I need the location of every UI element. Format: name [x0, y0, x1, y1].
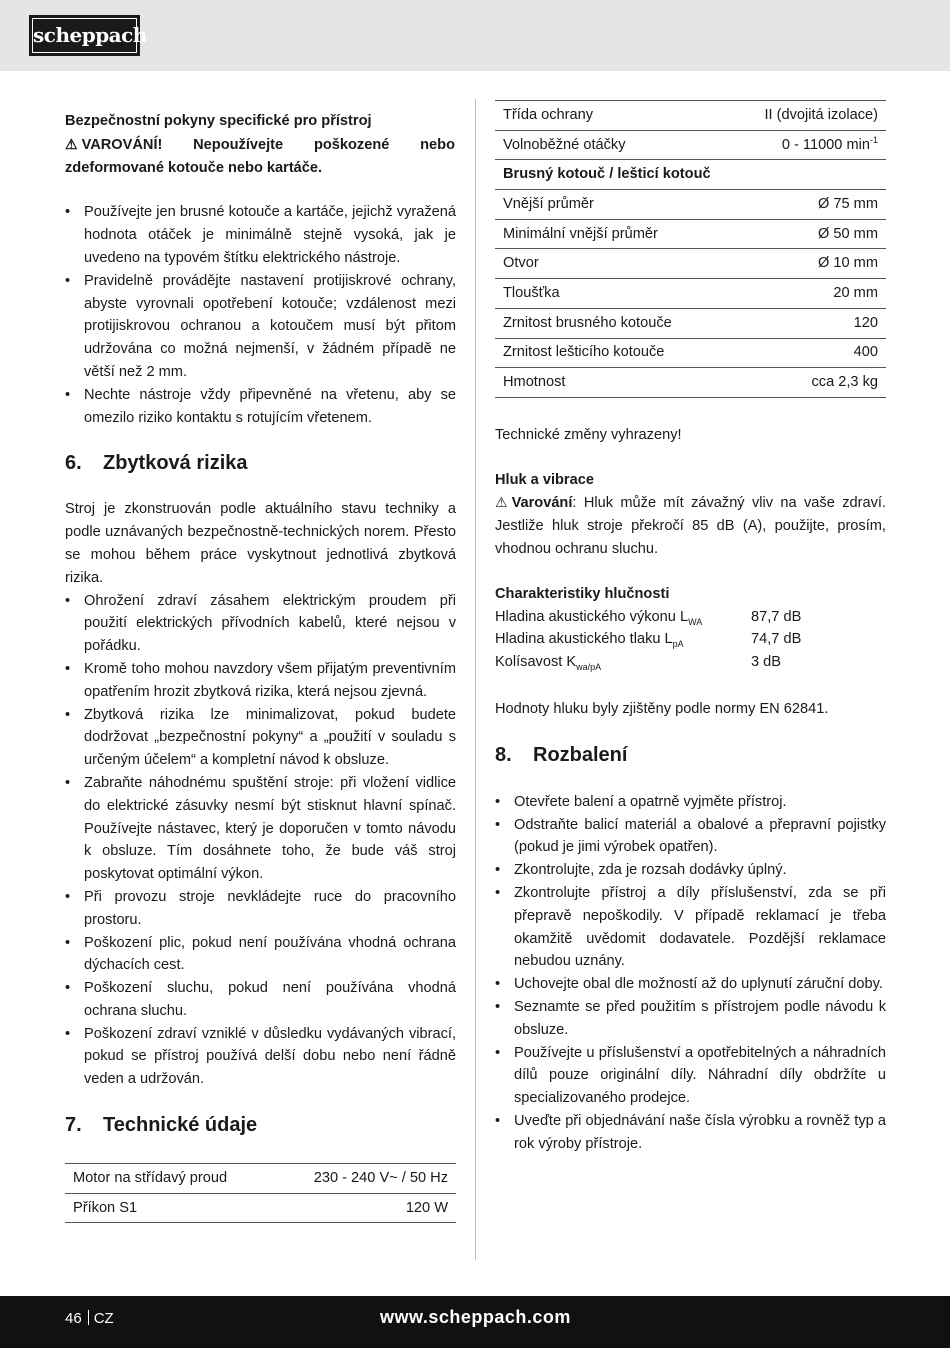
list-item: • Poškození zdraví vzniklé v důsledku vydávaných vibrací, pokud se přístroj používá delší dobu nebo není řádně veden a udržován. — [65, 1023, 456, 1091]
noise-title: Hluk a vibrace — [495, 471, 594, 488]
list-item: • Poškození sluchu, pokud není používána vhodná ochrana sluchu. — [65, 977, 456, 1023]
column-divider — [475, 99, 476, 1260]
tech-changes-note: Technické změny vyhrazeny! — [495, 426, 682, 443]
table-cell-label: Zrnitost lešticího kotouče — [495, 338, 725, 368]
tech-table-right — [495, 100, 886, 398]
noise-table — [495, 606, 801, 674]
noise-warning — [495, 491, 886, 560]
list-item: • Zbytková rizika lze minimalizovat, pokud budete dodržovat „bezpečnostní pokyny“ a „použití v souladu s určeným účelem“ a kompletní návod k obsluze. — [65, 704, 456, 772]
page-indicator — [65, 1310, 114, 1327]
table-cell-label: Minimální vnější průměr — [495, 219, 725, 249]
list-item: • Uchovejte obal dle možností až do uplynutí záruční doby. — [495, 973, 886, 996]
list-item: • Ohrožení zdraví zásahem elektrickým proudem při použití elektrických přívodních kabelů, které nejsou v pořádku. — [65, 590, 456, 658]
noise-label: Hladina akustického výkonu L — [495, 608, 689, 625]
section6-number: 6. — [65, 452, 82, 475]
list-item: • Seznamte se před použitím s přístrojem podle návodu k obsluze. — [495, 996, 886, 1042]
table-cell-label: Třída ochrany — [495, 101, 725, 131]
noise-subscript: pA — [672, 639, 684, 650]
list-item: • Zkontrolujte, zda je rozsah dodávky úplný. — [495, 859, 886, 882]
table-row — [495, 368, 886, 398]
section8-number: 8. — [495, 743, 512, 766]
table-cell-label: Hmotnost — [495, 368, 725, 398]
table-cell-label: Motor na střídavý proud — [65, 1164, 273, 1194]
table-cell-label: Příkon S1 — [65, 1193, 273, 1223]
table-row — [495, 606, 801, 629]
noise-norm: Hodnoty hluku byly zjištěny podle normy EN 62841. — [495, 701, 829, 718]
page-number: 46 — [65, 1310, 82, 1327]
table-subheading: Brusný kotouč / lešticí kotouč — [495, 160, 886, 190]
table-row — [495, 249, 886, 279]
list-item: • Používejte jen brusné kotouče a kartáče, jejichž vyražená hodnota otáček je minimálně stejně vysoká, jak je uvedeno na typovém štítku elektrického nástroje. — [65, 201, 456, 269]
table-cell-label: Volnoběžné otáčky — [495, 130, 725, 160]
tech-table-left — [65, 1163, 456, 1223]
footer-separator — [88, 1310, 89, 1325]
safety-title: Bezpečnostní pokyny specifické pro přístroj — [65, 113, 372, 129]
table-cell-value: 3 dB — [751, 654, 782, 671]
scheppach-logo — [29, 15, 147, 56]
section6-heading — [65, 449, 456, 477]
table-cell-value: II (dvojitá izolace) — [725, 101, 886, 131]
safety-warning — [65, 133, 456, 180]
list-item: • Pravidelně provádějte nastavení protijiskrové ochrany, abyste vyrovnali opotřebení kotouče; vzdálenost mezi protijiskrovou ochranou a kotoučem musí být přitom udržována co možná nejmenší, v žádném případě ne větší než 2 mm. — [65, 270, 456, 384]
table-row — [65, 1164, 456, 1194]
section8-title: Rozbalení — [533, 743, 628, 766]
section6-list — [65, 590, 456, 1092]
safety-list — [65, 201, 456, 429]
table-cell-value: Ø 10 mm — [725, 249, 886, 279]
list-item: • Nechte nástroje vždy připevněné na vřetenu, aby se omezilo riziko kontaktu s rotujícím vřetenem. — [65, 384, 456, 430]
table-row — [495, 308, 886, 338]
table-cell-label: Tloušťka — [495, 279, 725, 309]
table-cell-value: Ø 50 mm — [725, 219, 886, 249]
table-cell-label — [495, 628, 751, 651]
table-cell-label: Vnější průměr — [495, 190, 725, 220]
table-row — [495, 651, 801, 674]
noise-warning-text: : Hluk může mít závažný vliv na vaše zdraví. Jestliže hluk stroje překročí 85 dB (A), použijte, prosím, vhodnou ochranu sluchu. — [495, 495, 886, 558]
footer-bar — [0, 1296, 950, 1348]
table-cell-label — [495, 606, 751, 629]
table-cell-value: cca 2,3 kg — [725, 368, 886, 398]
warning-triangle-icon: ⚠ — [495, 494, 508, 511]
table-row — [495, 628, 801, 651]
table-row — [495, 279, 886, 309]
table-row — [495, 190, 886, 220]
table-cell-value: 400 — [725, 338, 886, 368]
list-item: • Zkontrolujte přístroj a díly příslušenství, zda se při přepravě nepoškodily. V případě reklamací je třeba okamžitě uvědomit dodavatele. Pozdější reklamace nebudou uznány. — [495, 882, 886, 973]
safety-warning-text: VAROVÁNÍ! Nepoužívejte poškozené nebo zdeformované kotouče nebo kartáče. — [65, 136, 455, 176]
section7-title: Technické údaje — [103, 1114, 258, 1137]
section8-heading — [495, 741, 886, 769]
left-column — [65, 110, 456, 1223]
list-item: • Používejte u příslušenství a opotřebitelných a náhradních dílů pouze originální díly. Náhradní díly obdržíte u specializovaného prodejce. — [495, 1042, 886, 1110]
table-cell-value: 87,7 dB — [751, 608, 802, 625]
table-row — [495, 219, 886, 249]
noise-label: Hladina akustického tlaku L — [495, 631, 673, 648]
right-column — [495, 100, 886, 1156]
section7-heading — [65, 1111, 456, 1139]
table-cell-value: 120 W — [273, 1193, 456, 1223]
list-item: • Otevřete balení a opatrně vyjměte přístroj. — [495, 791, 886, 814]
table-cell-value: 230 - 240 V~ / 50 Hz — [273, 1164, 456, 1194]
table-cell-label: Otvor — [495, 249, 725, 279]
table-cell-value: 120 — [725, 308, 886, 338]
noise-subscript: wa/pA — [576, 662, 602, 673]
table-row — [495, 101, 886, 131]
section7-number: 7. — [65, 1114, 82, 1137]
table-cell-label: Zrnitost brusného kotouče — [495, 308, 725, 338]
section8-list — [495, 791, 886, 1156]
section6-title: Zbytková rizika — [103, 452, 248, 475]
table-row — [495, 338, 886, 368]
list-item: • Při provozu stroje nevkládejte ruce do pracovního prostoru. — [65, 886, 456, 932]
list-item: • Zabraňte náhodnému spuštění stroje: při vložení vidlice do elektrické zásuvky nesmí být stisknut hlavní spínač. Používejte nástavec, který je doporučen v tomto návodu k obsluze. Tím dosáhnete toho, že bude váš stroj poskytovat optimální výkon. — [65, 772, 456, 886]
speed-value: 0 - 11000 min — [781, 136, 870, 153]
section6-intro: Stroj je zkonstruován podle aktuálního stavu techniky a podle uznávaných bezpečnostně-technických norem. Přesto se mohou během práce vyskytnout jednotlivá zbytková rizika. — [65, 501, 456, 586]
noise-subscript: WA — [688, 616, 703, 627]
website-link[interactable]: www.scheppach.com — [380, 1307, 571, 1327]
noise-label: Kolísavost K — [495, 654, 577, 671]
table-cell-value — [725, 130, 886, 160]
noise-warning-label: Varování — [511, 495, 573, 512]
list-item: • Odstraňte balicí materiál a obalové a přepravní pojistky (pokud je jimi výrobek opatřen). — [495, 814, 886, 860]
table-cell-label — [495, 651, 751, 674]
table-row — [65, 1193, 456, 1223]
logo-text: scheppach — [32, 18, 137, 53]
table-row — [495, 130, 886, 160]
table-cell-value: 74,7 dB — [751, 631, 802, 648]
speed-exponent: -1 — [869, 134, 878, 145]
list-item: • Poškození plic, pokud není používána vhodná ochrana dýchacích cest. — [65, 932, 456, 978]
table-row — [495, 160, 886, 190]
noise-char-title: Charakteristiky hlučnosti — [495, 585, 670, 602]
header-bar — [0, 0, 950, 71]
page-language: CZ — [93, 1310, 114, 1327]
warning-triangle-icon: ⚠ — [65, 135, 78, 152]
list-item: • Kromě toho mohou navzdory všem přijatým preventivním opatřením hrozit zbytková rizika, která nejsou zjevná. — [65, 658, 456, 704]
table-cell-value: Ø 75 mm — [725, 190, 886, 220]
list-item: • Uveďte při objednávání naše čísla výrobku a rovněž typ a rok výroby přístroje. — [495, 1110, 886, 1156]
table-cell-value: 20 mm — [725, 279, 886, 309]
